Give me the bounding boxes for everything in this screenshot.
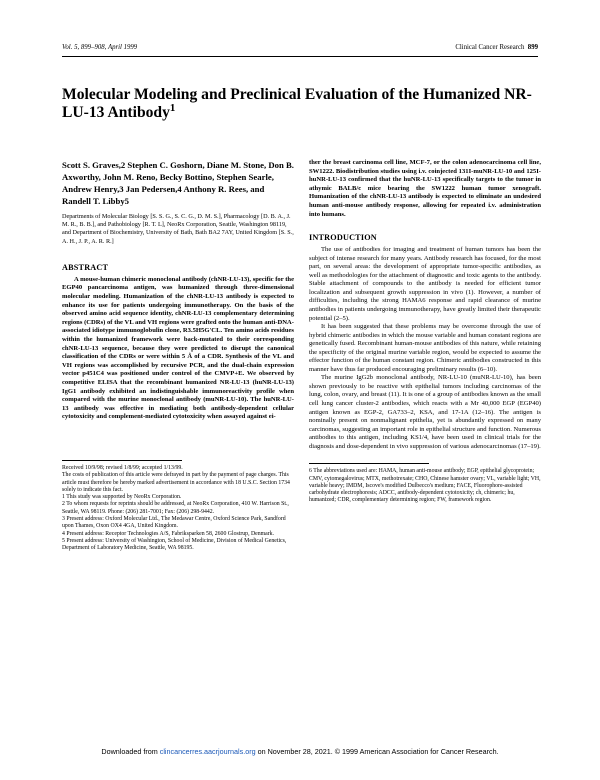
right-column	[309, 159, 541, 505]
author-list: Scott S. Graves,2 Stephen C. Goshorn, Diane M. Stone, Don B. Axworthy, John M. Reno, Becky Bottino, Stephen Searle, Andrew Henry,3 Jan Pedersen,4 Anthony R. Rees, and Randell T. Libby5	[62, 160, 294, 206]
footnote-3: 3 Present address: Oxford Molecular Ltd., The Medawar Centre, Oxford Science Park, Sandford upon Thames, Oxon OX4 4GA, United Kingdom.	[62, 515, 286, 530]
footnote-4: 4 Present address: Receptor Technologies A/S, Fabriksparken 58, 2600 Glostrup, Denmark.	[62, 530, 275, 537]
abstract-continued: ther the breast carcinoma cell line, MCF-7, or the colon adenocarcinoma cell line, SW1222. Biodistribution studies using i.v. coinjected 131I-muNR-LU-10 and 125I-huNR-LU-13 confirmed that the huNR-LU-13 specifically targets to the tumor in athymic BALB/c mice bearing the SW1222 human tumor xenograft. Humanization of the chNR-LU-13 antibody is expected to eliminate an undesired human anti-mouse antibody response, allowing for repeated i.v. administration into humans.	[309, 159, 541, 218]
left-column	[62, 159, 294, 552]
volume-info: Vol. 5, 899–908, April 1999	[62, 44, 138, 51]
article-title	[62, 86, 542, 122]
journal-name: Clinical Cancer Research	[455, 44, 525, 51]
footer-suffix: on November 28, 2021. © 1999 American Association for Cancer Research.	[255, 747, 499, 756]
footer-prefix: Downloaded from	[101, 747, 160, 756]
page-number: 899	[527, 44, 538, 51]
footnote-rule	[62, 460, 182, 461]
affiliations: Departments of Molecular Biology [S. S. G., S. C. G., D. M. S.], Pharmacology [D. B. A., J. M. R., B. B.], and Pathobiology [R. T. L], NeoRx Corporation, Seattle, Washington 98119, and Department of Biochemistry, University of Bath, Bath BA2 7AY, United Kingdom [S. S., A. H., J. P., A. R. R.]	[62, 213, 294, 245]
journal-page	[455, 44, 538, 51]
footnote-rule-right	[309, 463, 429, 464]
footnote-2: 2 To whom requests for reprints should be addressed, at NeoRx Corporation, 410 W. Harrison St., Seattle, WA 98119. Phone: (206) 281-7001; Fax: (206) 298-9442.	[62, 501, 289, 515]
intro-paragraph-2: It has been suggested that these problems may be overcome through the use of hybrid chimeric antibodies in which the mouse variable and human constant regions are genetically fused. Recombinant human-mouse antibodies of this nature, while retaining the specificity of the original murine variable region, would be expected to assume the effector function of the human constant region. Chimeric antibodies constructed in this manner have thus far produced encouraging preliminary results (6–10).	[309, 323, 541, 373]
abstract-heading: ABSTRACT	[62, 262, 109, 272]
footnote-5: 5 Present address: University of Washington, School of Medicine, Division of Medical Genetics, Department of Laboratory Medicine, Seattle, WA 98195.	[62, 537, 287, 552]
footnote-6: 6 The abbreviations used are: HAMA, human anti-mouse antibody; EGP, epithelial glycoprotein; CMV, cytomegalovirus; MTX, methotrexate; CHO, Chinese hamster ovary; VL, variable light; VH, variable heavy; IMDM, Iscove's modified Dulbecco's medium; FACE, Fluorophore-assisted carbohydrate electrophoresis; ADCC, antibody-dependent cytotoxicity; ch, chimeric; hu, humanized; CDR, complementary determining region; FW, framework region.	[309, 468, 541, 504]
introduction-heading: INTRODUCTION	[309, 233, 377, 243]
title-footnote-marker: 1	[169, 101, 176, 114]
abstract-text: A mouse-human chimeric monoclonal antibody (chNR-LU-13), specific for the EGP40 pancarcinoma antigen, was humanized through three-dimensional molecular modeling. Humanization of the chNR-LU-13 antibody is expected to enhance its use for patients undergoing immunotherapy. On the basis of the observed amino acid sequence identity, chNR-LU-13 complementary determining regions (CDRs) of the VL and VH regions were grafted onto the human anti-DNA-associated idiotype immunoglobulin clone, R3.5H5G'CL. Ten amino acids residues within the humanized framework were back-mutated to their corresponding chNR-LU-13 sequence, because they were predicted to disrupt the canonical classification of the CDRs or were within 5 Å of a CDR. Synthesis of the VL and VH regions was accomplished by recursive PCR, and the dual-chain expression vector p451C4 was positioned under control of the CMVP+E. We observed by competitive ELISA that the recombinant humanized NR-LU-13 (huNR-LU-13) IgG1 antibody exhibited an indistinguishable immunoreactivity profile when compared with the murine monoclonal antibody (muNR-LU-10). The huNR-LU-13 antibody was effective in mediating both antibody-dependent cellular cytotoxicity and complement-mediated cytotoxicity when assayed against ei-	[62, 275, 294, 421]
journal-link[interactable]: clincancerres.aacrjournals.org	[159, 747, 256, 756]
download-footer	[90, 747, 510, 756]
running-head	[62, 44, 538, 56]
intro-paragraph-1: The use of antibodies for imaging and treatment of human tumors has been the subject of intense research for many years. Antibody research has focused, for the most part, on several areas: the development of appropriate tumor-specific antibodies, as well as methodologies for the attachment of diagnostic and toxic agents to the antibody. Stable attachment of compounds to the antibody is needed for efficient tumor localization and subsequent growth suppression in vivo (1). However, a number of difficulties, including the strong HAMA6 response and rapid clearance of murine antibodies in patients undergoing immunotherapy, have greatly limited their therapeutic potential (2–5).	[309, 246, 541, 322]
intro-paragraph-3: The murine IgG2b monoclonal antibody, NR-LU-10 (muNR-LU-10), has been shown previously to be reactive with epithelial tumors including carcinomas of the lung, colon, ovary, and breast (11). It is one of a group of antibodies known as the small cell lung cancer cluster-2 antibodies, which reacts with a Mr 40,000 EGP (EGP40) antigen known as EGP-2, GA733–2, KSA, and 17-1A (12–16). The antigen is nominally present on nonmalignant epithelia, yet is abundantly expressed on many carcinomas, suggesting an important role in epithelial structure and function. Numerous antibodies to this antigen, including KS1/4, have been used in clinical trials for the diagnosis and dose-dependent in vivo suppression of various adenocarcinomas (17–19).	[309, 374, 541, 450]
title-text: Molecular Modeling and Preclinical Evaluation of the Humanized NR-LU-13 Antibody	[62, 86, 532, 121]
footnote-received: Received 10/9/98; revised 1/8/99; accepted 1/13/99.	[62, 464, 183, 471]
footnote-1: 1 This study was supported by NeoRx Corporation.	[62, 494, 182, 501]
header-rule	[62, 56, 538, 57]
footnote-costs: The costs of publication of this article were defrayed in part by the payment of page charges. This article must therefore be hereby marked advertisement in accordance with 18 U.S.C. Section 1734 solely to indicate this fact.	[62, 472, 290, 493]
